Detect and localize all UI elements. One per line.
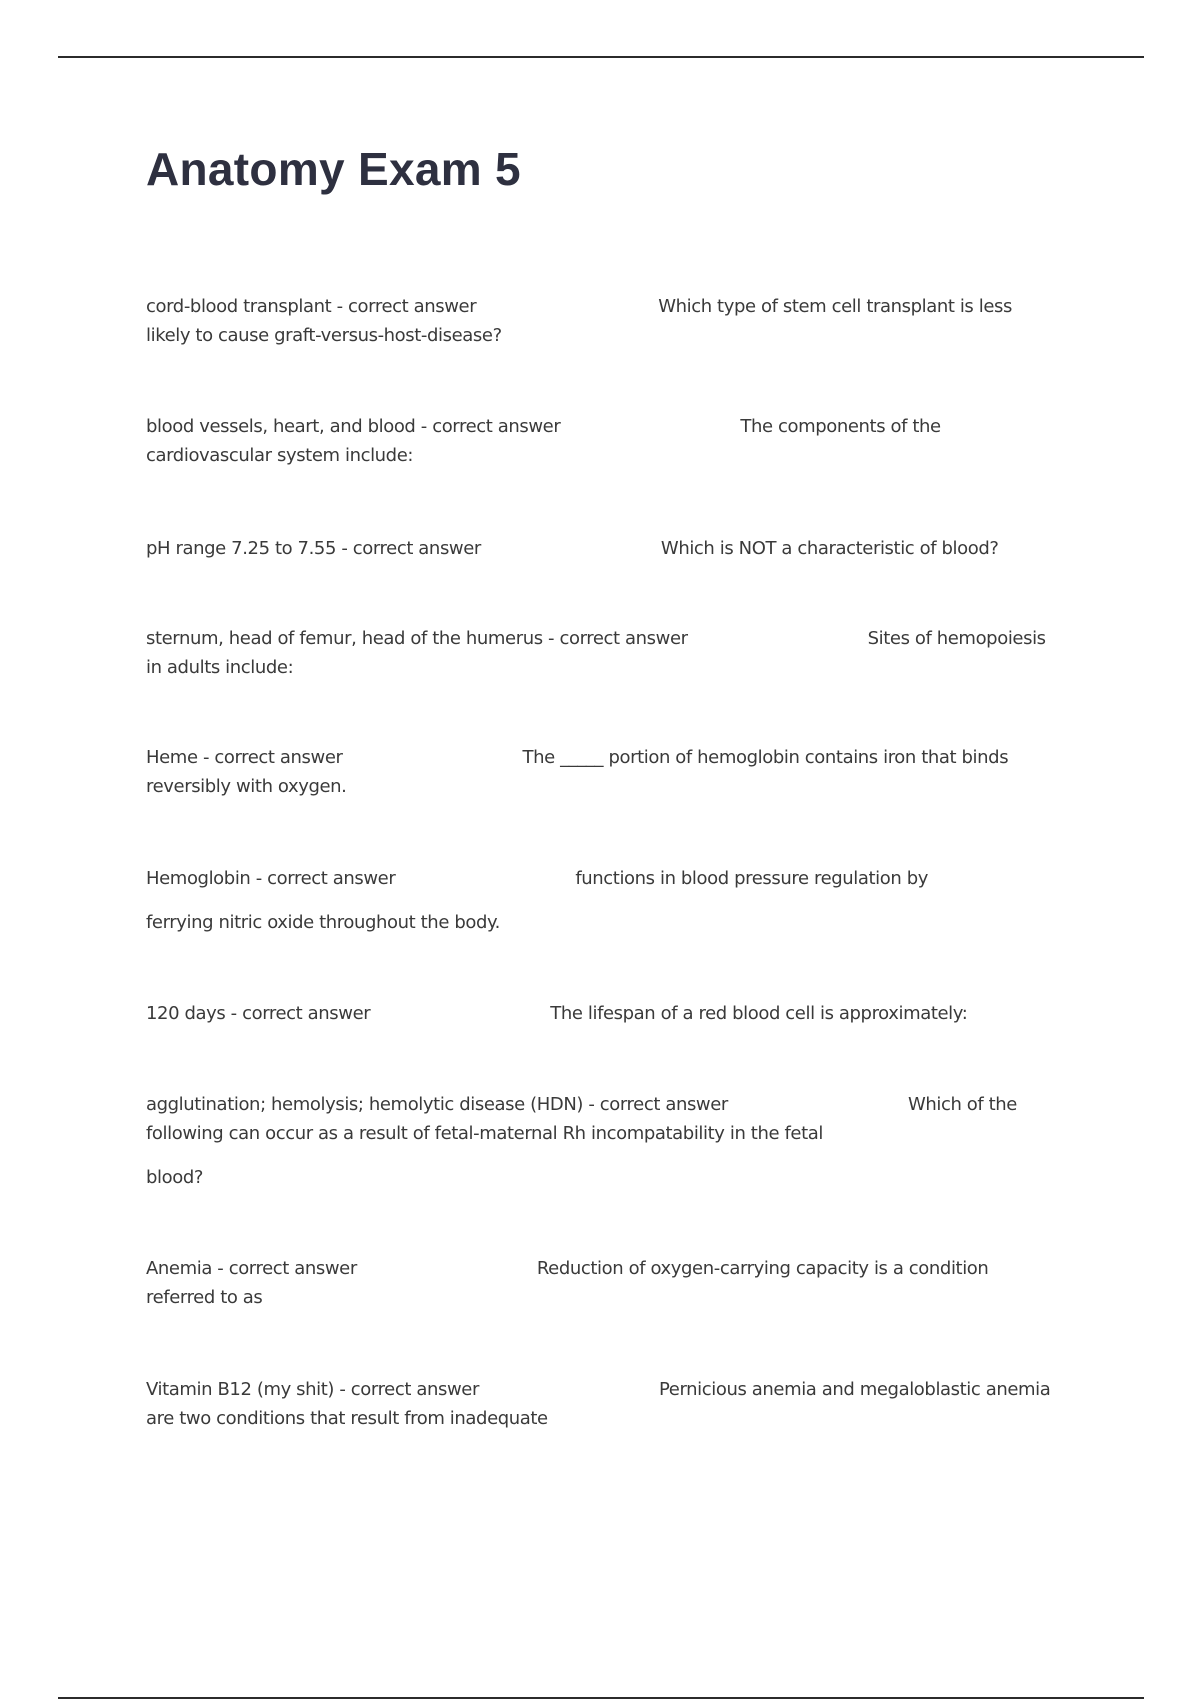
flashcard-1 bbox=[146, 292, 1086, 350]
page-title: Anatomy Exam 5 bbox=[146, 143, 521, 195]
card-answer: cord-blood transplant - correct answer bbox=[146, 296, 477, 317]
flashcard-3 bbox=[146, 534, 1086, 563]
card-answer: Anemia - correct answer bbox=[146, 1258, 357, 1279]
card-question-cont: following can occur as a result of fetal-maternal Rh incompatability in the fetal bbox=[146, 1123, 823, 1144]
flashcard-8 bbox=[146, 1090, 1086, 1192]
card-answer: Vitamin B12 (my shit) - correct answer bbox=[146, 1379, 479, 1400]
flashcard-10 bbox=[146, 1375, 1086, 1433]
card-question: Sites of hemopoiesis bbox=[867, 628, 1046, 649]
card-answer: agglutination; hemolysis; hemolytic disease (HDN) - correct answer bbox=[146, 1094, 728, 1115]
flashcard-6 bbox=[146, 864, 1086, 937]
card-question: functions in blood pressure regulation by bbox=[575, 868, 928, 889]
card-answer: pH range 7.25 to 7.55 - correct answer bbox=[146, 538, 481, 559]
card-question: The _____ portion of hemoglobin contains iron that binds bbox=[522, 747, 1009, 768]
card-question-cont: reversibly with oxygen. bbox=[146, 776, 347, 797]
card-question: The components of the bbox=[740, 416, 941, 437]
card-question: The lifespan of a red blood cell is approximately: bbox=[550, 1003, 968, 1024]
card-question-cont: likely to cause graft-versus-host-disease? bbox=[146, 325, 502, 346]
card-answer: Heme - correct answer bbox=[146, 747, 343, 768]
card-question-cont: in adults include: bbox=[146, 657, 294, 678]
card-question-cont: referred to as bbox=[146, 1287, 263, 1308]
flashcard-7 bbox=[146, 999, 1086, 1028]
card-answer: 120 days - correct answer bbox=[146, 1003, 371, 1024]
bottom-rule bbox=[58, 1697, 1144, 1699]
card-answer: Hemoglobin - correct answer bbox=[146, 868, 396, 889]
card-question: Which is NOT a characteristic of blood? bbox=[660, 538, 999, 559]
card-answer: blood vessels, heart, and blood - correct answer bbox=[146, 416, 561, 437]
flashcard-5 bbox=[146, 743, 1086, 801]
card-question-cont: ferrying nitric oxide throughout the body. bbox=[146, 912, 500, 933]
card-question-cont: are two conditions that result from inadequate bbox=[146, 1408, 548, 1429]
card-question-cont: blood? bbox=[146, 1167, 204, 1188]
card-question: Pernicious anemia and megaloblastic anemia bbox=[658, 1379, 1051, 1400]
card-question: Reduction of oxygen-carrying capacity is a condition bbox=[536, 1258, 989, 1279]
card-question: Which type of stem cell transplant is less bbox=[658, 296, 1012, 317]
card-question-cont: cardiovascular system include: bbox=[146, 445, 414, 466]
flashcard-9 bbox=[146, 1254, 1086, 1312]
flashcard-2 bbox=[146, 412, 1086, 470]
top-rule bbox=[58, 56, 1144, 58]
card-question: Which of the bbox=[907, 1094, 1017, 1115]
flashcard-4 bbox=[146, 624, 1086, 682]
card-answer: sternum, head of femur, head of the humerus - correct answer bbox=[146, 628, 688, 649]
